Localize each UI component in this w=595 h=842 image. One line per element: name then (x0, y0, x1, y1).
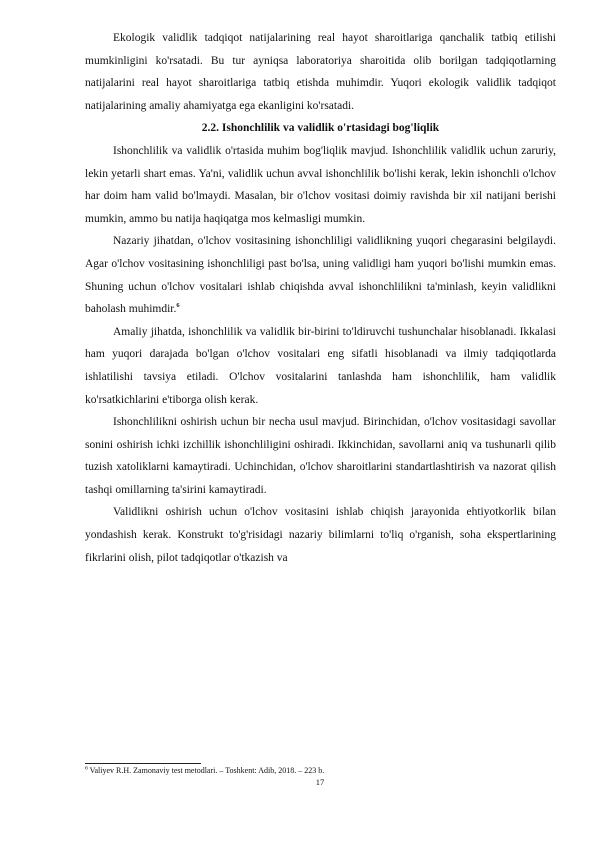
paragraph-reliability-methods: Ishonchlilikni oshirish uchun bir necha usul mavjud. Birinchidan, o'lchov vositasidagi savollar sonini oshirish ichki izchillik ishonchliligini oshiradi. Ikkinchidan, savollarni aniq va tushunarli qilib tuzish xatoliklarni kamaytiradi. Uchinchidan, o'lchov sharoitlarini standartlashtirish va nazorat qilish tashqi omillarning ta'sirini kamaytiradi. (85, 416, 556, 496)
paragraph-ecological-validity: Ekologik validlik tadqiqot natijalarining real hayot sharoitlariga qanchalik tatbiq etilishi mumkinligini ko'rsatadi. Bu tur ayniqsa laboratoriya sharoitida olib borilgan tadqiqotlarning natijalarini real hayot sharoitlariga tatbiq etishda muhimdir. Yuqori ekologik validlik tadqiqot natijalarining amaliy ahamiyatga ega ekanligini ko'rsatadi. (85, 32, 556, 112)
section-heading: 2.2. Ishonchlilik va validlik o'rtasidagi bog'liqlik (201, 122, 440, 135)
footnote-number: 6 (85, 765, 88, 772)
footnote-text: Valiyev R.H. Zamonaviy test metodlari. – Toshkent: Adib, 2018. – 223 b. (89, 766, 325, 775)
paragraph-theoretical-text: Nazariy jihatdan, o'lchov vositasining ishonchliligi validlikning yuqori chegarasini belgilaydi. Agar o'lchov vositasining ishonchliligi past bo'lsa, uning validligi ham yuqori bo'lishi mumkin emas. Shuning uchun o'lchov vositalari ishlab chiqishda avval ishonchlilikni ta'minlash, keyin validlikni baholash muhimdir. (85, 235, 556, 316)
footnote-separator (85, 763, 201, 764)
paragraph-validity-methods: Validlikni oshirish uchun o'lchov vositasini ishlab chiqish jarayonida ehtiyotkorlik bilan yondashish kerak. Konstrukt to'g'risidagi nazariy bilimlarni to'liq o'rganish, soha ekspertlarining fikrlarini olish, pilot tadqiqotlar o'tkazish va (85, 506, 556, 564)
page-body (85, 27, 556, 569)
footnote-reference[interactable]: 6 (176, 302, 180, 310)
paragraph-relationship: Ishonchlilik va validlik o'rtasida muhim bog'liqlik mavjud. Ishonchlilik validlik uchun zaruriy, lekin yetarli shart emas. Ya'ni, validlik uchun avval ishonchlilik bo'lishi kerak, lekin ishonchli o'lchov har doim ham valid bo'lmaydi. Masalan, bir o'lchov vositasi doimiy ravishda bir xil natijani berishi mumkin, ammo bu natija haqiqatga mos kelmasligi mumkin. (85, 144, 556, 225)
page-number: 17 (315, 777, 325, 787)
paragraph-practical: Amaliy jihatda, ishonchlilik va validlik bir-birini to'ldiruvchi tushunchalar hisoblanadi. Ikkalasi ham yuqori darajada bo'lgan o'lchov vositalari eng sifatli hisoblanadi va ilmiy tadqiqotlarda ishlatilishi tavsiya etiladi. O'lchov vositalarini tanlashda ham ishonchlilik, ham validlik ko'rsatkichlarini e'tiborga olish kerak. (85, 325, 556, 406)
footnote (85, 765, 556, 776)
paragraph-theoretical (85, 230, 556, 320)
